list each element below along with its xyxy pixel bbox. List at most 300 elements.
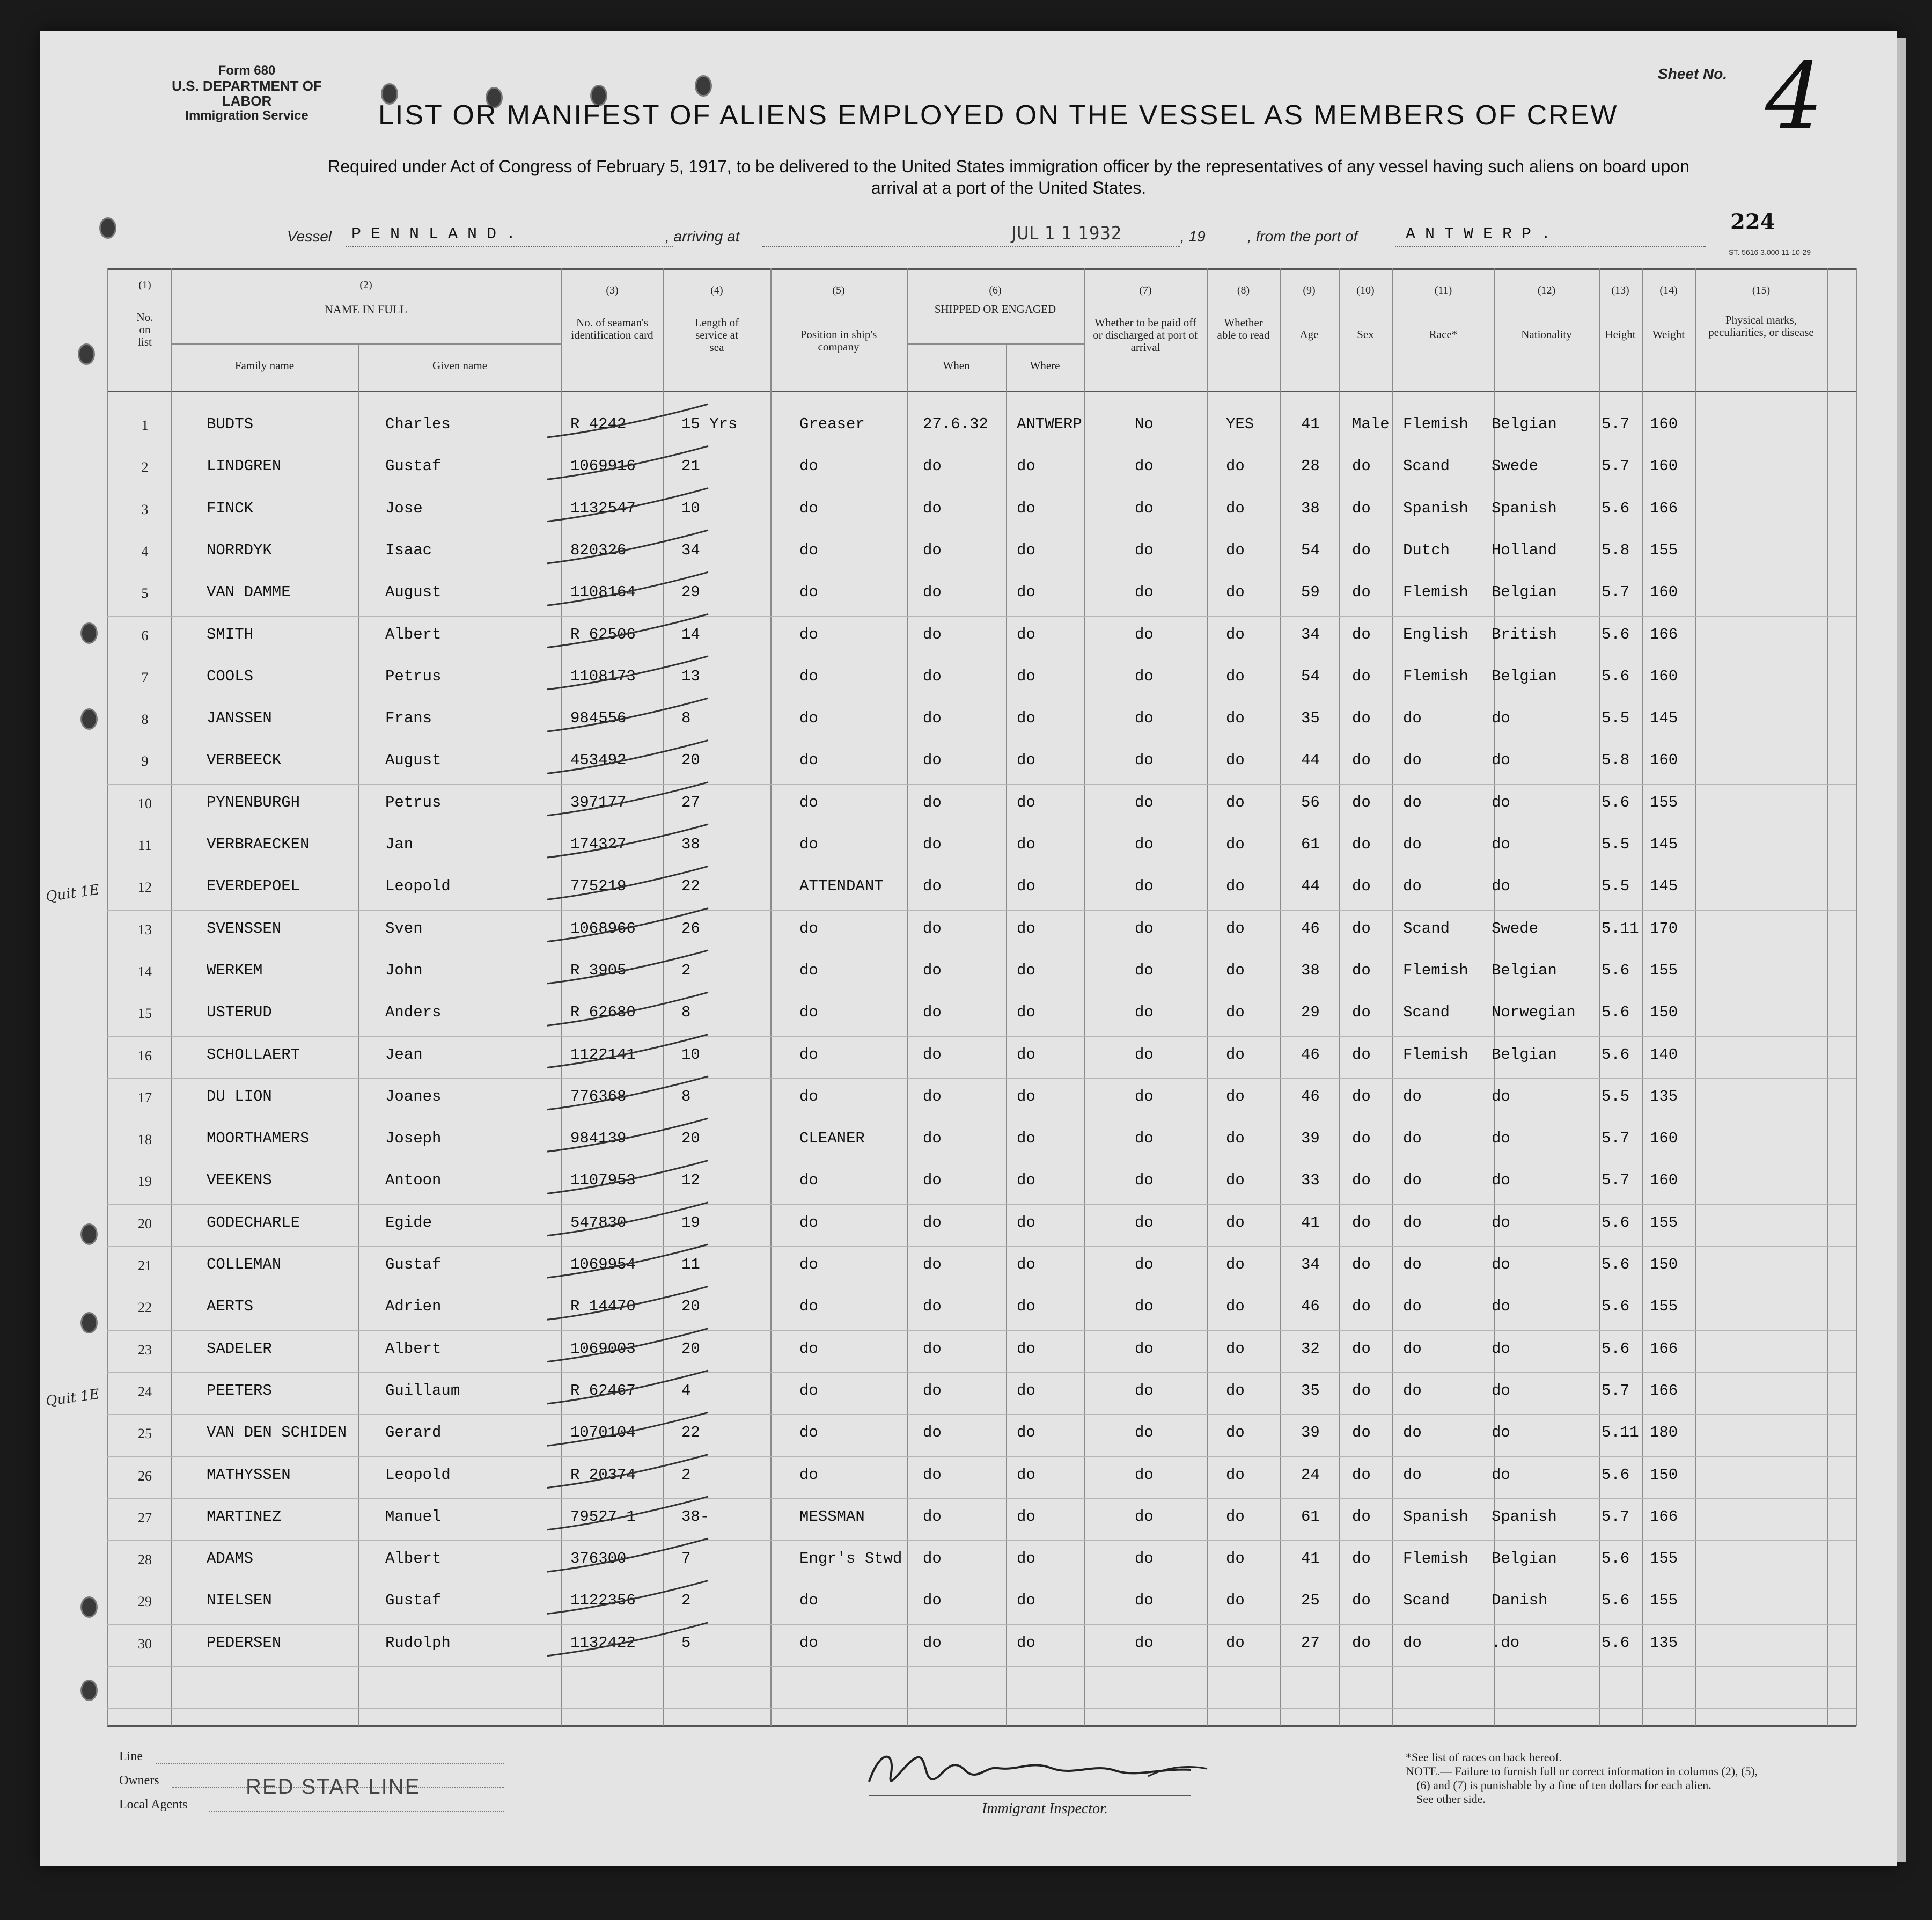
year-label: , 19 xyxy=(1180,228,1206,245)
subtitle xyxy=(161,156,1856,199)
weight: 150 xyxy=(1650,1003,1678,1021)
weight: 155 xyxy=(1650,962,1678,979)
ship-position: do xyxy=(799,920,818,937)
col4-num: (4) xyxy=(710,284,723,296)
height: 5.8 xyxy=(1602,541,1630,559)
paid-off: do xyxy=(1135,962,1154,979)
inspector-signature xyxy=(858,1739,1213,1808)
row-number: 11 xyxy=(138,838,152,853)
arriving-label: , arriving at xyxy=(665,228,740,245)
shipped-when: do xyxy=(923,877,942,895)
sex: do xyxy=(1352,1466,1371,1484)
able-to-read: do xyxy=(1226,709,1245,727)
paid-off: do xyxy=(1135,751,1154,769)
shipped-where: do xyxy=(1017,1382,1035,1399)
seaman-card-number: 1068966 xyxy=(570,920,636,937)
row-number: 23 xyxy=(138,1342,152,1358)
family-name: JANSSEN xyxy=(207,709,272,727)
subtitle-line-2: arrival at a port of the United States. xyxy=(871,178,1147,197)
port-underline xyxy=(1395,246,1706,247)
service-length: 27 xyxy=(681,794,700,811)
sex: do xyxy=(1352,668,1371,685)
given-name: Albert xyxy=(385,1340,442,1358)
nationality: Danish xyxy=(1492,1592,1548,1609)
service-length: 4 xyxy=(681,1382,691,1399)
family-name: LINDGREN xyxy=(207,457,282,475)
able-to-read: do xyxy=(1226,1046,1245,1064)
height: 5.7 xyxy=(1602,1382,1630,1399)
column-line xyxy=(1392,268,1393,1726)
table-top-border xyxy=(107,268,1856,270)
inspector-label: Immigrant Inspector. xyxy=(982,1800,1108,1817)
ship-position: do xyxy=(799,1214,818,1232)
row-line xyxy=(107,1330,1856,1331)
row-number: 7 xyxy=(141,670,149,685)
ship-position: Greaser xyxy=(799,415,865,433)
given-name: John xyxy=(385,962,423,979)
row-number: 15 xyxy=(138,1006,152,1021)
age: 35 xyxy=(1301,1382,1320,1399)
col10-num: (10) xyxy=(1356,284,1375,296)
paid-off: do xyxy=(1135,1214,1154,1232)
sex: do xyxy=(1352,1003,1371,1021)
col2-family-label: Family name xyxy=(234,359,295,372)
nationality: do xyxy=(1492,1256,1510,1273)
service-length: 38- xyxy=(681,1508,710,1526)
nationality: Swede xyxy=(1492,920,1539,937)
ship-position: do xyxy=(799,1046,818,1064)
shipped-when: do xyxy=(923,1466,942,1484)
row-number: 2 xyxy=(141,459,149,475)
sex: do xyxy=(1352,1382,1371,1399)
nationality: Belgian xyxy=(1492,1550,1557,1567)
col6-label: SHIPPED OR ENGAGED xyxy=(934,303,1056,316)
row-number: 24 xyxy=(138,1384,152,1399)
shipped-when: do xyxy=(923,836,942,853)
race: do xyxy=(1403,1382,1422,1399)
vessel-name: P E N N L A N D . xyxy=(351,225,516,244)
col3-num: (3) xyxy=(606,284,619,296)
height: 5.5 xyxy=(1602,836,1630,853)
weight: 155 xyxy=(1650,1214,1678,1232)
able-to-read: do xyxy=(1226,751,1245,769)
able-to-read: do xyxy=(1226,1634,1245,1652)
seaman-card-number: 174327 xyxy=(570,836,627,853)
service-length: 10 xyxy=(681,500,700,517)
vessel-label: Vessel xyxy=(287,228,332,245)
service-length: 12 xyxy=(681,1171,700,1189)
service-length: 15 Yrs xyxy=(681,415,738,433)
height: 5.5 xyxy=(1602,709,1630,727)
paid-off: do xyxy=(1135,583,1154,601)
height: 5.6 xyxy=(1602,668,1630,685)
able-to-read: do xyxy=(1226,1130,1245,1147)
nationality: do xyxy=(1492,1130,1510,1147)
height: 5.5 xyxy=(1602,1088,1630,1105)
family-name: PYNENBURGH xyxy=(207,794,300,811)
given-name: August xyxy=(385,751,442,769)
footer-agents-label: Local Agents xyxy=(119,1798,188,1812)
row-number: 9 xyxy=(141,753,149,769)
age: 54 xyxy=(1301,668,1320,685)
seaman-card-number: 1069003 xyxy=(570,1340,636,1358)
row-number: 30 xyxy=(138,1636,152,1652)
weight: 166 xyxy=(1650,626,1678,643)
nationality: Spanish xyxy=(1492,500,1557,517)
height: 5.6 xyxy=(1602,794,1630,811)
race: do xyxy=(1403,836,1422,853)
row-number: 26 xyxy=(138,1468,152,1484)
shipped-when: do xyxy=(923,962,942,979)
race: do xyxy=(1403,1256,1422,1273)
able-to-read: do xyxy=(1226,500,1245,517)
able-to-read: do xyxy=(1226,1550,1245,1567)
height: 5.7 xyxy=(1602,415,1630,433)
given-name: Frans xyxy=(385,709,432,727)
given-name: Gerard xyxy=(385,1424,442,1441)
col11-num: (11) xyxy=(1434,284,1452,296)
age: 61 xyxy=(1301,836,1320,853)
paid-off: do xyxy=(1135,1003,1154,1021)
able-to-read: do xyxy=(1226,1214,1245,1232)
able-to-read: do xyxy=(1226,794,1245,811)
service-length: 5 xyxy=(681,1634,691,1652)
nationality: do xyxy=(1492,1214,1510,1232)
column-line xyxy=(171,268,172,1726)
row-line xyxy=(107,910,1856,911)
row-line xyxy=(107,1666,1856,1667)
race: Flemish xyxy=(1403,668,1468,685)
shipped-when: do xyxy=(923,1592,942,1609)
weight: 155 xyxy=(1650,541,1678,559)
race: Flemish xyxy=(1403,583,1468,601)
note-races: *See list of races on back hereof. xyxy=(1406,1750,1562,1764)
able-to-read: do xyxy=(1226,1592,1245,1609)
weight: 155 xyxy=(1650,1550,1678,1567)
race: do xyxy=(1403,1130,1422,1147)
shipped-when: do xyxy=(923,1508,942,1526)
service-length: 10 xyxy=(681,1046,700,1064)
family-name: WERKEM xyxy=(207,962,263,979)
age: 39 xyxy=(1301,1130,1320,1147)
binder-hole xyxy=(80,1680,98,1701)
weight: 135 xyxy=(1650,1634,1678,1652)
sex: do xyxy=(1352,583,1371,601)
given-name: Gustaf xyxy=(385,457,442,475)
nationality: Holland xyxy=(1492,541,1557,559)
given-name: Jan xyxy=(385,836,414,853)
height: 5.6 xyxy=(1602,1550,1630,1567)
given-name: August xyxy=(385,583,442,601)
family-name: EVERDEPOEL xyxy=(207,877,300,895)
height: 5.8 xyxy=(1602,751,1630,769)
age: 35 xyxy=(1301,709,1320,727)
column-line xyxy=(907,268,908,1726)
family-name: ADAMS xyxy=(207,1550,254,1567)
able-to-read: do xyxy=(1226,1171,1245,1189)
ship-position: do xyxy=(799,962,818,979)
footer-owners-label: Owners xyxy=(119,1774,159,1787)
ship-position: do xyxy=(799,794,818,811)
sex: Male xyxy=(1352,415,1390,433)
ship-position: do xyxy=(799,541,818,559)
age: 59 xyxy=(1301,583,1320,601)
race: Scand xyxy=(1403,1003,1450,1021)
service-length: 34 xyxy=(681,541,700,559)
col2-label: NAME IN FULL xyxy=(325,303,407,316)
shipped-where: do xyxy=(1017,1256,1035,1273)
col13-label: Height xyxy=(1605,328,1636,341)
weight: 145 xyxy=(1650,836,1678,853)
race: do xyxy=(1403,1466,1422,1484)
age: 32 xyxy=(1301,1340,1320,1358)
weight: 170 xyxy=(1650,920,1678,937)
shipped-where: do xyxy=(1017,1634,1035,1652)
given-name: Manuel xyxy=(385,1508,442,1526)
column-line xyxy=(663,268,664,1726)
seaman-card-number: 453492 xyxy=(570,751,627,769)
row-line xyxy=(107,1540,1856,1541)
date-stamp: JUL 1 1 1932 xyxy=(1011,223,1122,244)
col2-num: (2) xyxy=(359,279,372,291)
able-to-read: do xyxy=(1226,1340,1245,1358)
nationality: Belgian xyxy=(1492,415,1557,433)
paid-off: do xyxy=(1135,1424,1154,1441)
shipped-where: do xyxy=(1017,794,1035,811)
family-name: NIELSEN xyxy=(207,1592,272,1609)
paid-off: do xyxy=(1135,794,1154,811)
weight: 160 xyxy=(1650,1171,1678,1189)
ship-position: ATTENDANT xyxy=(799,877,884,895)
height: 5.7 xyxy=(1602,457,1630,475)
seaman-card-number: R 20374 xyxy=(570,1466,636,1484)
nationality: do xyxy=(1492,1298,1510,1315)
sex: do xyxy=(1352,500,1371,517)
row-number: 28 xyxy=(138,1552,152,1567)
service-length: 29 xyxy=(681,583,700,601)
family-name: SMITH xyxy=(207,626,254,643)
nationality: Belgian xyxy=(1492,1046,1557,1064)
sex: do xyxy=(1352,751,1371,769)
row-number: 6 xyxy=(141,628,149,643)
shipped-when: do xyxy=(923,1298,942,1315)
shipped-when: do xyxy=(923,457,942,475)
able-to-read: do xyxy=(1226,1424,1245,1441)
paid-off: do xyxy=(1135,457,1154,475)
col15-label: Physical marks, peculiarities, or disease xyxy=(1708,313,1814,339)
nationality: Belgian xyxy=(1492,583,1557,601)
row-number: 13 xyxy=(138,922,152,937)
col12-num: (12) xyxy=(1537,284,1556,296)
row-number: 19 xyxy=(138,1174,152,1189)
able-to-read: do xyxy=(1226,1256,1245,1273)
service-length: 21 xyxy=(681,457,700,475)
seaman-card-number: 1069916 xyxy=(570,457,636,475)
shipped-where: ANTWERP xyxy=(1017,415,1082,433)
able-to-read: do xyxy=(1226,541,1245,559)
paper-edge xyxy=(1897,38,1906,1862)
paid-off: do xyxy=(1135,1171,1154,1189)
weight: 180 xyxy=(1650,1424,1678,1441)
age: 41 xyxy=(1301,1214,1320,1232)
paid-off: do xyxy=(1135,1088,1154,1105)
shipped-when: do xyxy=(923,1256,942,1273)
race: do xyxy=(1403,877,1422,895)
age: 46 xyxy=(1301,920,1320,937)
row-number: 12 xyxy=(138,880,152,895)
col8-label: Whether able to read xyxy=(1217,316,1270,341)
col2-given-label: Given name xyxy=(432,359,488,372)
service-length: 20 xyxy=(681,1298,700,1315)
nationality: British xyxy=(1492,626,1557,643)
row-number: 1 xyxy=(141,417,149,433)
family-name: GODECHARLE xyxy=(207,1214,300,1232)
seaman-card-number: R 14470 xyxy=(570,1298,636,1315)
row-number: 8 xyxy=(141,712,149,727)
family-name: PEETERS xyxy=(207,1382,272,1399)
row-number: 20 xyxy=(138,1216,152,1232)
page-title: LIST OR MANIFEST OF ALIENS EMPLOYED ON THE VESSEL AS MEMBERS OF CREW xyxy=(378,100,1619,131)
col8-num: (8) xyxy=(1237,284,1250,296)
height: 5.6 xyxy=(1602,1003,1630,1021)
race: do xyxy=(1403,1214,1422,1232)
seaman-card-number: R 3905 xyxy=(570,962,627,979)
service-length: 11 xyxy=(681,1256,700,1273)
row-line xyxy=(107,1036,1856,1037)
ship-position: CLEANER xyxy=(799,1130,865,1147)
given-name: Antoon xyxy=(385,1171,442,1189)
age: 39 xyxy=(1301,1424,1320,1441)
paid-off: do xyxy=(1135,1550,1154,1567)
shipped-when: do xyxy=(923,668,942,685)
row-number: 29 xyxy=(138,1594,152,1609)
age: 61 xyxy=(1301,1508,1320,1526)
service-length: 26 xyxy=(681,920,700,937)
row-line xyxy=(107,1456,1856,1457)
paid-off: do xyxy=(1135,836,1154,853)
column-line xyxy=(1642,268,1643,1726)
weight: 160 xyxy=(1650,1130,1678,1147)
seaman-card-number: 1132422 xyxy=(570,1634,636,1652)
family-name: VERBRAECKEN xyxy=(207,836,310,853)
shipped-when: do xyxy=(923,1046,942,1064)
footer-notes xyxy=(1406,1750,1867,1806)
form-id xyxy=(148,63,346,123)
family-name: MATHYSSEN xyxy=(207,1466,291,1484)
weight: 166 xyxy=(1650,1382,1678,1399)
shipped-when: do xyxy=(923,500,942,517)
paid-off: do xyxy=(1135,626,1154,643)
row-line xyxy=(107,1246,1856,1247)
service-length: 2 xyxy=(681,1466,691,1484)
weight: 155 xyxy=(1650,1592,1678,1609)
height: 5.5 xyxy=(1602,877,1630,895)
footer-line-underline xyxy=(156,1763,504,1764)
footer-agents-underline xyxy=(209,1811,504,1812)
paid-off: do xyxy=(1135,1130,1154,1147)
row-number: 4 xyxy=(141,544,149,559)
given-name: Leopold xyxy=(385,1466,451,1484)
weight: 150 xyxy=(1650,1256,1678,1273)
col10-label: Sex xyxy=(1357,328,1374,341)
age: 41 xyxy=(1301,1550,1320,1567)
shipped-where: do xyxy=(1017,709,1035,727)
nationality: do xyxy=(1492,1088,1510,1105)
race: Spanish xyxy=(1403,1508,1468,1526)
sex: do xyxy=(1352,1340,1371,1358)
shipped-when: 27.6.32 xyxy=(923,415,988,433)
service-length: 14 xyxy=(681,626,700,643)
age: 33 xyxy=(1301,1171,1320,1189)
shipped-when: do xyxy=(923,583,942,601)
height: 5.11 xyxy=(1602,920,1639,937)
seaman-card-number: R 62680 xyxy=(570,1003,636,1021)
seaman-card-number: R 4242 xyxy=(570,415,627,433)
given-name: Joseph xyxy=(385,1130,442,1147)
given-name: Egide xyxy=(385,1214,432,1232)
race: do xyxy=(1403,1298,1422,1315)
race: do xyxy=(1403,751,1422,769)
sex: do xyxy=(1352,877,1371,895)
shipped-where: do xyxy=(1017,500,1035,517)
age: 29 xyxy=(1301,1003,1320,1021)
shipped-where: do xyxy=(1017,1424,1035,1441)
age: 24 xyxy=(1301,1466,1320,1484)
sex: do xyxy=(1352,1550,1371,1567)
sex: do xyxy=(1352,1256,1371,1273)
able-to-read: do xyxy=(1226,1088,1245,1105)
race: do xyxy=(1403,1088,1422,1105)
seaman-card-number: 1107953 xyxy=(570,1171,636,1189)
race: Flemish xyxy=(1403,962,1468,979)
sheet-number: 4 xyxy=(1765,43,1824,150)
family-name: VAN DEN SCHIDEN xyxy=(207,1424,347,1441)
row-line xyxy=(107,1372,1856,1373)
nationality: Belgian xyxy=(1492,962,1557,979)
column-line xyxy=(1006,343,1007,1726)
height: 5.6 xyxy=(1602,962,1630,979)
age: 38 xyxy=(1301,500,1320,517)
shipped-when: do xyxy=(923,1424,942,1441)
row-number: 18 xyxy=(138,1132,152,1147)
given-name: Jean xyxy=(385,1046,423,1064)
ship-position: do xyxy=(799,1382,818,1399)
service-length: 2 xyxy=(681,962,691,979)
nationality: do xyxy=(1492,751,1510,769)
shipped-where: do xyxy=(1017,1298,1035,1315)
ship-position: do xyxy=(799,1003,818,1021)
seaman-card-number: 376300 xyxy=(570,1550,627,1567)
given-name: Adrien xyxy=(385,1298,442,1315)
able-to-read: do xyxy=(1226,583,1245,601)
seaman-card-number: 984139 xyxy=(570,1130,627,1147)
weight: 160 xyxy=(1650,583,1678,601)
race: English xyxy=(1403,626,1468,643)
race: Scand xyxy=(1403,457,1450,475)
ship-position: do xyxy=(799,1340,818,1358)
col7-label: Whether to be paid off or discharged at port of arrival xyxy=(1093,316,1198,354)
print-code: ST. 5616 3.000 11-10-29 xyxy=(1729,248,1811,257)
race: Spanish xyxy=(1403,500,1468,517)
row-number: 5 xyxy=(141,585,149,601)
weight: 166 xyxy=(1650,1508,1678,1526)
col9-label: Age xyxy=(1299,328,1319,341)
nationality: do xyxy=(1492,1382,1510,1399)
row-line xyxy=(107,1498,1856,1499)
service-length: 38 xyxy=(681,836,700,853)
shipped-where: do xyxy=(1017,626,1035,643)
shipped-where: do xyxy=(1017,668,1035,685)
